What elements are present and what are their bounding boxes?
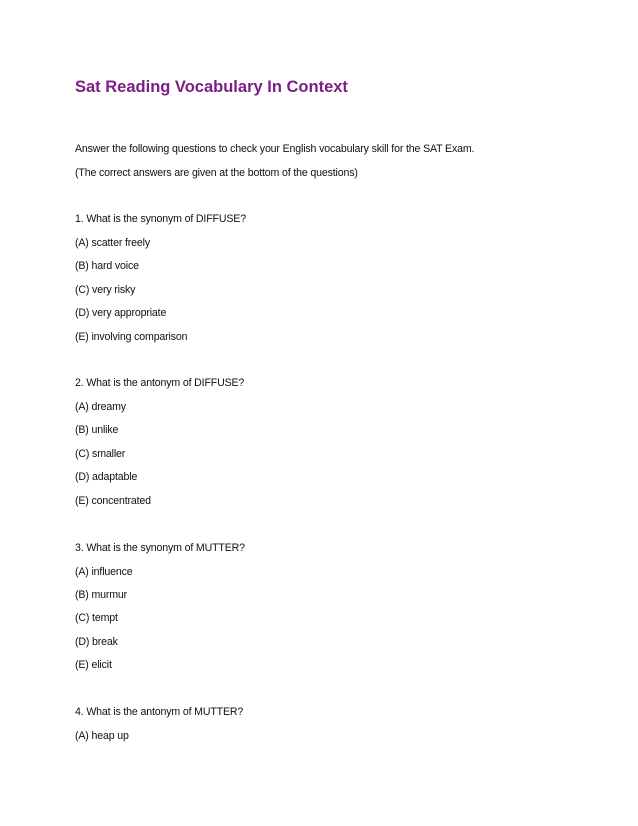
question-1: 1. What is the synonym of DIFFUSE? [75, 213, 246, 225]
question-1-option-a: (A) scatter freely [75, 237, 151, 249]
question-3: 3. What is the synonym of MUTTER? [75, 542, 245, 554]
question-3-option-d: (D) break [75, 636, 118, 648]
question-3-option-c: (C) tempt [75, 612, 118, 624]
question-1-option-b: (B) hard voice [75, 260, 139, 272]
question-3-option-a: (A) influence [75, 566, 133, 578]
question-2-option-c: (C) smaller [75, 448, 126, 460]
note-text: (The correct answers are given at the bottom of the questions) [75, 167, 358, 179]
question-1-option-d: (D) very appropriate [75, 307, 167, 319]
question-2-option-a: (A) dreamy [75, 401, 126, 413]
question-3-option-e: (E) elicit [75, 659, 112, 671]
question-1-option-e: (E) involving comparison [75, 331, 188, 343]
question-4-option-a: (A) heap up [75, 730, 129, 742]
question-2-option-e: (E) concentrated [75, 495, 151, 507]
question-4: 4. What is the antonym of MUTTER? [75, 706, 244, 718]
question-2-option-d: (D) adaptable [75, 471, 138, 483]
page-title: Sat Reading Vocabulary In Context [75, 78, 348, 96]
question-3-option-b: (B) murmur [75, 589, 128, 601]
question-2-option-b: (B) unlike [75, 424, 119, 436]
question-2: 2. What is the antonym of DIFFUSE? [75, 377, 245, 389]
intro-text: Answer the following questions to check your English vocabulary skill for the SAT Exam. [75, 143, 475, 155]
question-1-option-c: (C) very risky [75, 284, 136, 296]
